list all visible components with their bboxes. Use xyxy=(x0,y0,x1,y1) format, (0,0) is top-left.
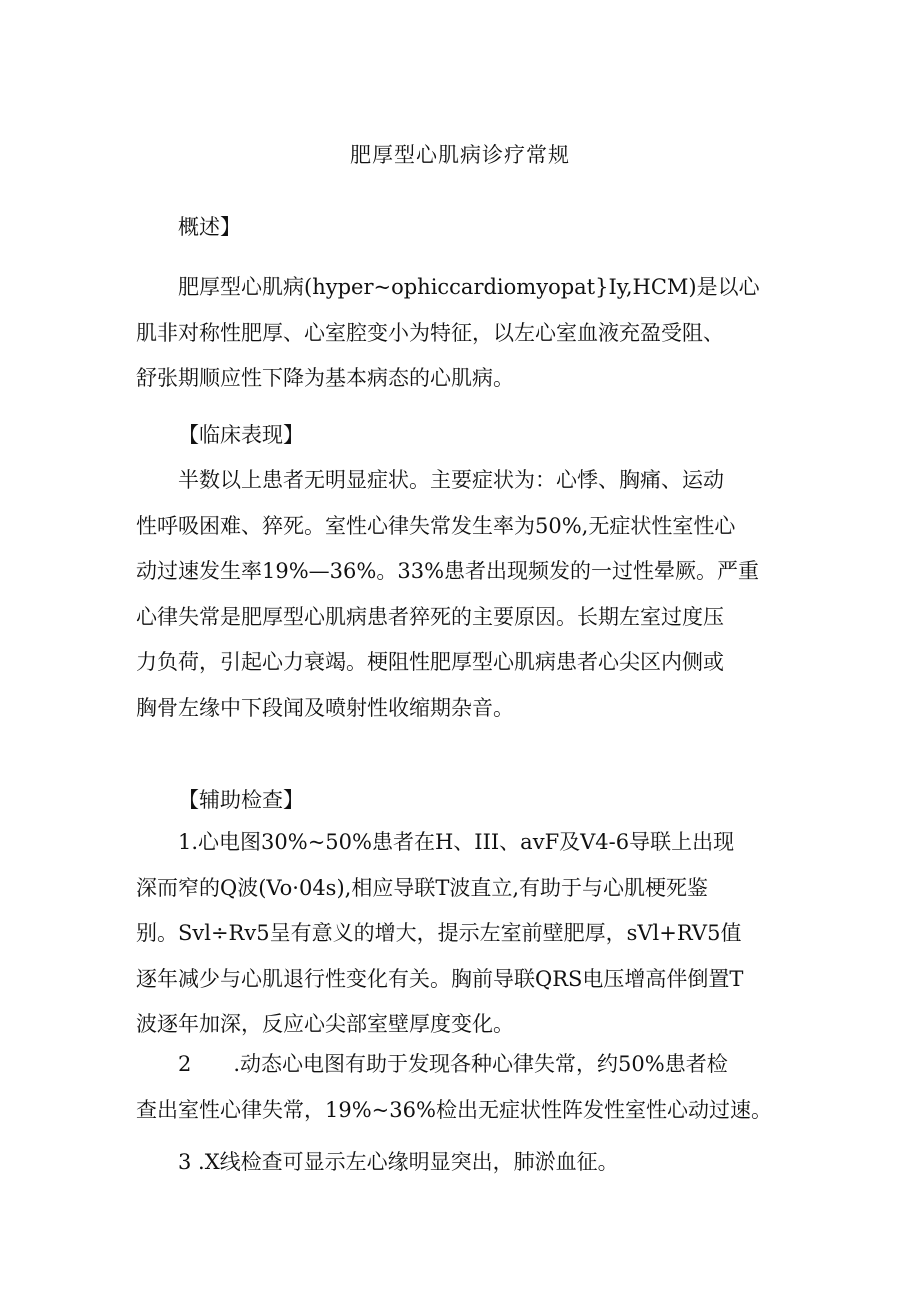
aux-exam-heading: 【辅助检查】 xyxy=(178,788,304,812)
overview-line: 肥厚型心肌病(hyper~ophiccardiomyopat}Iy,HCM)是以心 xyxy=(178,275,760,299)
overview-line: 舒张期顺应性下降为基本病态的心肌病。 xyxy=(136,366,514,390)
document-title: 肥厚型心肌病诊疗常规 xyxy=(350,143,570,167)
aux-item-1-line: 逐年减少与心肌退行性变化有关。胸前导联QRS电压增高伴倒置T xyxy=(136,966,744,991)
aux-item-3-line: 3 .X线检查可显示左心缘明显突出，肺淤血征。 xyxy=(178,1150,619,1174)
aux-item-1-line: 1.心电图30%~50%患者在H、III、avF及V4-6导联上出现 xyxy=(178,830,735,854)
aux-item-2 xyxy=(136,1042,796,1133)
aux-item-2-line: 查出室性心律失常，19%~36%检出无症状性阵发性室性心动过速。 xyxy=(136,1097,772,1122)
overview-paragraph xyxy=(136,265,796,402)
clinical-paragraph xyxy=(136,458,796,731)
overview-line: 肌非对称性肥厚、心室腔变小为特征，以左心室血液充盈受阻、 xyxy=(136,320,724,345)
clinical-line: 力负荷，引起心力衰竭。梗阻性肥厚型心肌病患者心尖区内侧或 xyxy=(136,650,724,674)
aux-item-1-line: 波逐年加深，反应心尖部室壁厚度变化。 xyxy=(136,1012,514,1036)
clinical-line: 半数以上患者无明显症状。主要症状为：心悸、胸痛、运动 xyxy=(178,468,724,492)
aux-item-2-line: 2 .动态心电图有助于发现各种心律失常，约50%患者检 xyxy=(178,1052,728,1076)
aux-item-3 xyxy=(136,1140,796,1186)
aux-item-1-line: 深而窄的Q波(Vo·04s),相应导联T波直立,有助于与心肌梗死鉴 xyxy=(136,875,709,900)
clinical-line: 胸骨左缘中下段闻及喷射性收缩期杂音。 xyxy=(136,695,514,720)
clinical-line: 动过速发生率19%—36%。33%患者出现频发的一过性晕厥。严重 xyxy=(136,559,760,583)
clinical-line: 性呼吸困难、猝死。室性心律失常发生率为50%,无症状性室性心 xyxy=(136,513,736,538)
clinical-heading: 【临床表现】 xyxy=(178,423,304,447)
aux-item-1-line: 别。Svl÷Rv5呈有意义的增大，提示左室前壁肥厚，sVl+RV5值 xyxy=(136,921,742,945)
aux-item-1 xyxy=(136,820,796,1048)
overview-heading: 概述】 xyxy=(178,215,241,239)
clinical-line: 心律失常是肥厚型心肌病患者猝死的主要原因。长期左室过度压 xyxy=(136,604,724,629)
